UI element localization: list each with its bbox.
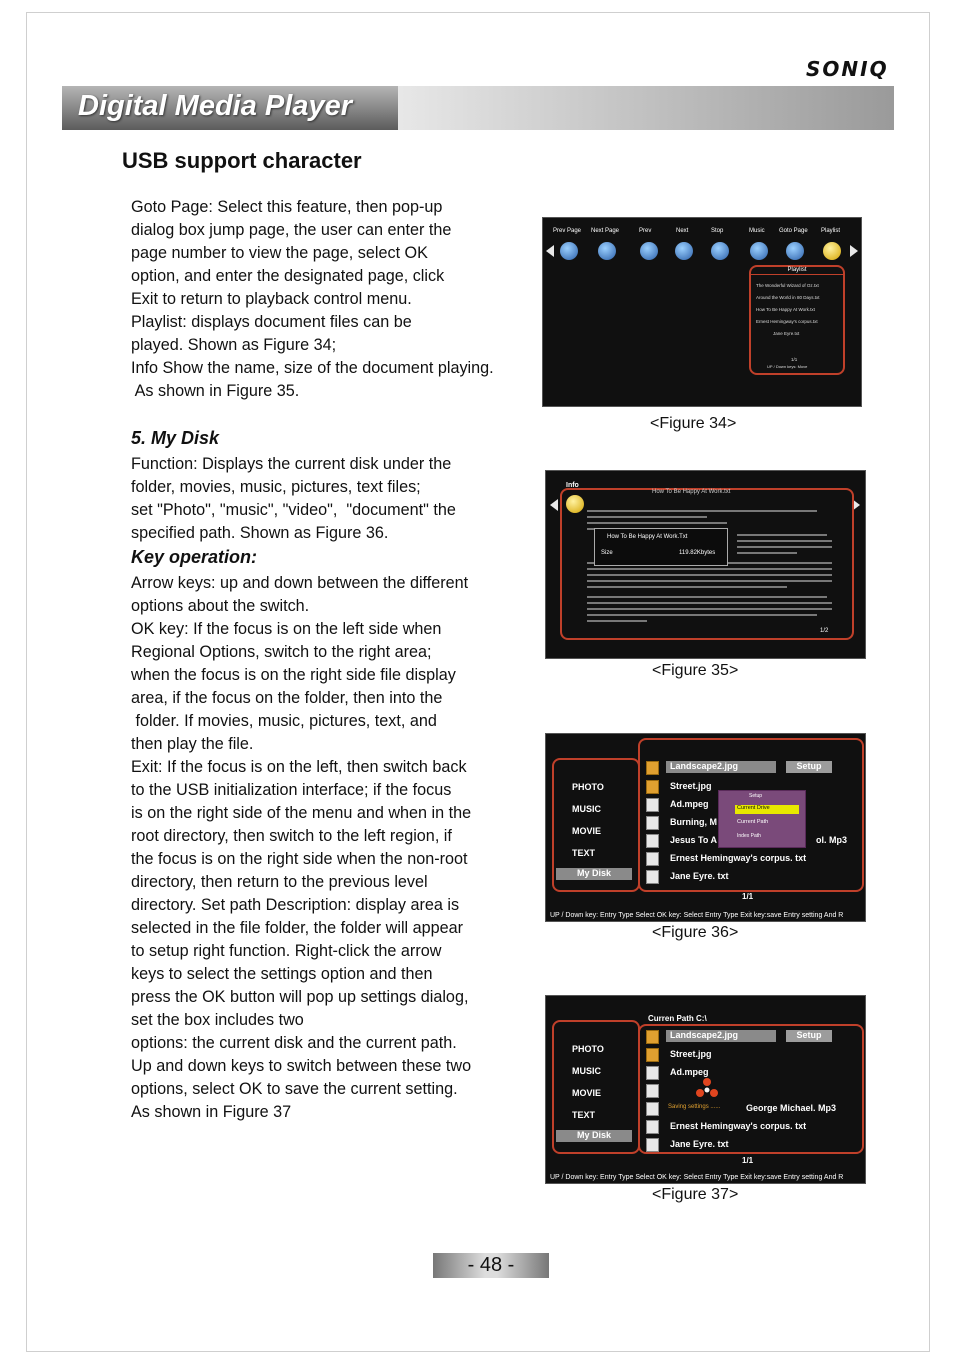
my-disk-heading: 5. My Disk [131,428,220,448]
figure-37-screenshot [545,995,866,1184]
text-file-icon [646,852,659,866]
text-line: the focus is on the right side when the non-root [131,850,468,868]
file-row-tail: ol. Mp3 [816,835,847,845]
text-line: selected in the file folder, the folder will appear [131,919,464,937]
video-file-icon [646,798,659,812]
playlist-page: 1/1 [791,357,798,362]
menu-photo[interactable]: PHOTO [572,782,604,792]
text-line: Goto Page: Select this feature, then pop-up [131,198,443,216]
info-size-value: 119.82Kbytes [679,550,716,556]
status-bar: UP / Down key: Entry Type Select OK key: Select Entry Type Exit key:save Entry setting And R [550,1174,844,1181]
menu-text[interactable]: TEXT [572,848,596,858]
text-line: As shown in Figure 35. [131,382,300,400]
page-indicator: 1/2 [820,628,829,634]
file-row[interactable]: Burning, M [670,817,717,827]
prev-icon [640,242,658,260]
text-line: folder. If movies, music, pictures, text, and [131,712,437,730]
file-row[interactable]: Ad.mpeg [670,1067,709,1077]
text-line: As shown in Figure 37 [131,1103,292,1121]
setup-button[interactable]: Setup [786,1030,832,1042]
toolbar-label: Prev Page [553,228,582,234]
figure-34-caption: <Figure 34> [650,415,737,432]
text-line: Function: Displays the current disk under the [131,455,452,473]
file-row[interactable]: Jane Eyre. txt [670,871,729,881]
left-arrow-icon [550,499,558,511]
banner-title: Digital Media Player [78,90,352,122]
key-operation-heading: Key operation: [131,547,258,567]
text-line: Up and down keys to switch between these two [131,1057,472,1075]
file-row[interactable]: Street.jpg [670,1049,712,1059]
toolbar-label: Prev [639,228,652,234]
image-file-icon [646,780,659,794]
right-arrow-icon [850,245,858,257]
menu-my-disk[interactable]: My Disk [556,868,632,880]
file-row[interactable]: Jane Eyre. txt [670,1139,729,1149]
text-line: dialog box jump page, the user can enter the [131,221,452,239]
page-indicator: 1/1 [742,1156,754,1165]
popup-option-current-drive[interactable]: Current Drive [735,805,799,814]
toolbar-label: Goto Page [779,228,808,234]
music-icon [750,242,768,260]
text-line: Exit to return to playback control menu. [131,290,412,308]
text-line: Playlist: displays document files can be [131,313,412,331]
section-title: USB support character [122,148,362,173]
left-arrow-icon [546,245,554,257]
popup-option-index-path[interactable]: Index Path [737,833,761,839]
info-label: Info [566,482,579,489]
toolbar-label: Next [676,228,689,234]
text-line: is on the right side of the menu and when in the [131,804,472,822]
playlist-title: Playlist [751,267,843,275]
file-row[interactable]: Ernest Hemingway's corpus. txt [670,853,807,863]
text-line: options: the current disk and the current path. [131,1034,457,1052]
music-file-icon [646,1102,659,1116]
text-line: Info Show the name, size of the document playing. [131,359,494,377]
text-line: directory. Set path Description: display area is [131,896,460,914]
playlist-item[interactable]: Ernest Hemingway's corpus.txt [756,319,818,324]
text-file-icon [646,1120,659,1134]
text-line: to the USB initialization interface; if the focus [131,781,452,799]
page-number: - 48 - [467,1254,515,1276]
menu-photo[interactable]: PHOTO [572,1044,604,1054]
text-line: directory, then return to the previous level [131,873,428,891]
text-line: area, if the focus on the folder, then into the [131,689,443,707]
file-row[interactable]: Jesus To A [670,835,718,845]
text-line: set the box includes two [131,1011,304,1029]
menu-music[interactable]: MUSIC [572,1066,601,1076]
text-line: set "Photo", "music", "video", "document" the [131,501,456,519]
file-list-panel [638,1024,864,1154]
saving-spinner-icon [694,1076,720,1102]
figure-34-screenshot [542,217,862,407]
brand-logo: SONIQ [806,57,889,81]
text-line: Exit: If the focus is on the left, then switch back [131,758,467,776]
goto-page-icon [786,242,804,260]
video-file-icon [646,1066,659,1080]
text-line: to setup right function. Right-click the arrow [131,942,442,960]
file-row[interactable]: Ernest Hemingway's corpus. txt [670,1121,807,1131]
music-file-icon [646,816,659,830]
toolbar-label: Next Page [591,228,620,234]
text-line: options, select OK to save the current setting. [131,1080,458,1098]
setup-popup [718,790,806,848]
file-row[interactable]: Street.jpg [670,781,712,791]
toolbar-label: Music [749,228,765,234]
menu-text[interactable]: TEXT [572,1110,596,1120]
playlist-panel [749,265,845,375]
current-path-label: Curren Path C:\ [648,1014,707,1023]
next-page-icon [598,242,616,260]
text-line: Regional Options, switch to the right area; [131,643,432,661]
figure-37-caption: <Figure 37> [652,1186,739,1203]
saving-settings-label: Saving settings ...... [668,1104,721,1110]
text-line: Arrow keys: up and down between the different [131,574,469,592]
document-body-text [587,508,847,626]
menu-my-disk[interactable]: My Disk [556,1130,632,1142]
file-row-selected[interactable]: Landscape2.jpg [666,761,776,773]
setup-popup-title: Setup [749,793,763,799]
info-dialog [594,528,728,566]
figure-35-caption: <Figure 35> [652,662,739,679]
menu-movie[interactable]: MOVIE [572,1088,602,1098]
image-file-icon [646,761,659,775]
next-icon [675,242,693,260]
playlist-hint: UP / Down keys: Move [767,364,808,369]
setup-button[interactable]: Setup [786,761,832,773]
text-line: specified path. Shown as Figure 36. [131,524,389,542]
menu-music[interactable]: MUSIC [572,804,601,814]
text-line: played. Shown as Figure 34; [131,336,337,354]
file-row[interactable]: Ad.mpeg [670,799,709,809]
popup-option-current-path[interactable]: Current Path [737,819,769,825]
text-line: OK key: If the focus is on the left side when [131,620,442,638]
document-title: How To Be Happy At Work.txt [652,489,731,495]
text-line: option, and enter the designated page, click [131,267,445,285]
playlist-item[interactable]: Around the World in 80 Days.txt [756,295,820,300]
text-line: press the OK button will pop up settings dialog, [131,988,469,1006]
text-line: when the focus is on the right side file display [131,666,456,684]
text-file-icon [646,1138,659,1152]
info-file-name: How To Be Happy At Work.Txt [607,534,688,540]
playlist-item[interactable]: The Wonderful Wizard of Oz.txt [756,283,819,288]
figure-36-screenshot [545,733,866,922]
file-row-selected[interactable]: Landscape2.jpg [666,1030,776,1042]
text-line: folder, movies, music, pictures, text files; [131,478,421,496]
file-row[interactable]: George Michael. Mp3 [746,1103,837,1113]
music-file-icon [646,834,659,848]
page-indicator: 1/1 [742,892,754,901]
image-file-icon [646,1030,659,1044]
text-file-icon [646,870,659,884]
toolbar-label: Playlist [821,228,841,234]
text-line: root directory, then switch to the left region, if [131,827,452,845]
stop-icon [711,242,729,260]
playlist-icon [823,242,841,260]
text-line: page number to view the page, select OK [131,244,428,262]
playlist-item[interactable]: How To Be Happy At Work.txt [756,307,815,312]
figure-36-caption: <Figure 36> [652,924,739,941]
image-file-icon [646,1048,659,1062]
menu-movie[interactable]: MOVIE [572,826,602,836]
status-bar: UP / Down key: Entry Type Select OK key: Select Entry Type Exit key:save Entry setting And R [550,912,844,919]
music-file-icon [646,1084,659,1098]
text-line: then play the file. [131,735,254,753]
playlist-item[interactable]: Jane Eyre.txt [773,331,800,336]
document-frame [560,488,854,640]
text-line: keys to select the settings option and then [131,965,433,983]
figure-35-screenshot [545,470,866,659]
prev-page-icon [560,242,578,260]
info-size-label: Size [601,550,613,556]
text-line: options about the switch. [131,597,310,615]
toolbar-label: Stop [711,228,724,234]
